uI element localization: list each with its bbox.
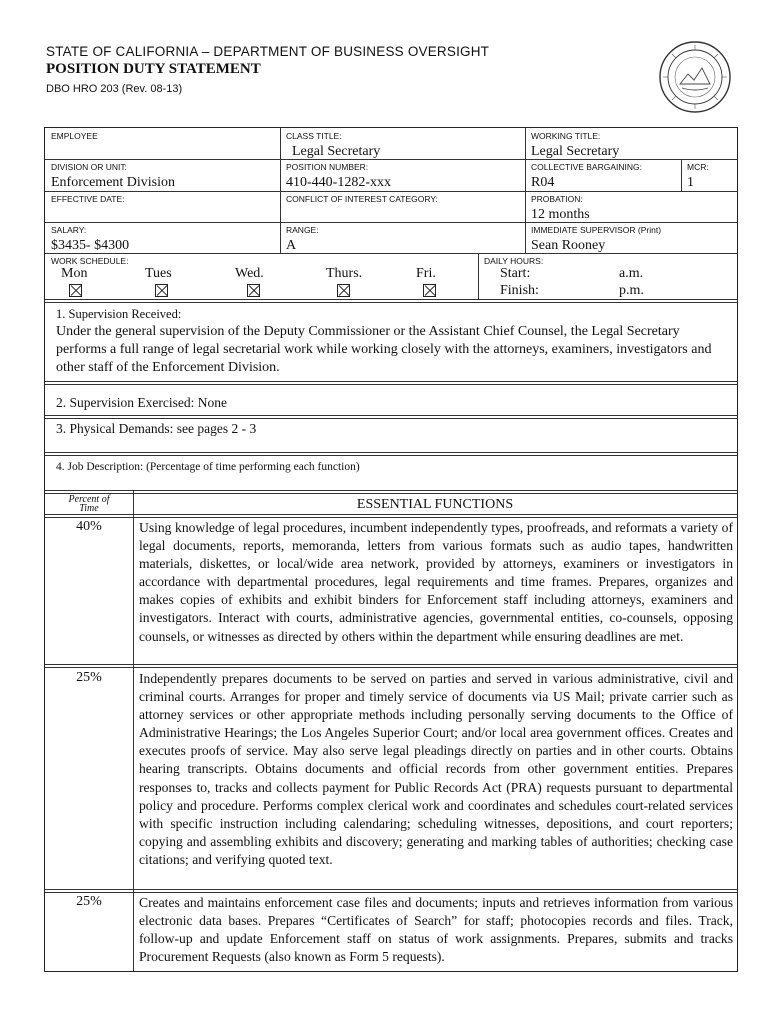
function-3-description: Creates and maintains enforcement case files and documents; inputs and retrieves information from various electronic data bases. Prepares “Certificates of Search” for staff; photocopies records and files. Track, follow-up and update Enforcement staff on status of work assignments. Prepares, submits and tracks Procurement Requests (also known as Form 5 requests). <box>139 895 733 965</box>
thurs-checkbox[interactable] <box>337 284 350 297</box>
state-seal-icon <box>658 40 732 114</box>
section-divider <box>45 415 737 419</box>
row-divider <box>45 889 737 893</box>
physical-demands: 3. Physical Demands: see pages 2 - 3 <box>56 421 257 436</box>
supervision-received-section <box>56 305 736 377</box>
section-divider <box>45 514 737 518</box>
essential-functions-header: ESSENTIAL FUNCTIONS <box>356 497 514 512</box>
form-number: DBO HRO 203 (Rev. 08-13) <box>46 83 183 95</box>
class-title-value: Legal Secretary <box>292 144 381 159</box>
fri-checkbox[interactable] <box>423 284 436 297</box>
supervisor-label: IMMEDIATE SUPERVISOR (Print) <box>531 225 662 235</box>
finish-label: Finish: <box>500 283 539 298</box>
section-divider <box>45 490 737 494</box>
conflict-label: CONFLICT OF INTEREST CATEGORY: <box>286 194 438 204</box>
division-value: Enforcement Division <box>51 175 176 190</box>
collective-bargaining-cell[interactable] <box>525 159 681 191</box>
class-title-label: CLASS TITLE: <box>286 131 342 141</box>
range-label: RANGE: <box>286 225 319 235</box>
mcr-value: 1 <box>687 175 694 190</box>
collective-bargaining-label: COLLECTIVE BARGAINING: <box>531 162 642 172</box>
column-divider <box>133 490 134 971</box>
effective-date-label: EFFECTIVE DATE: <box>51 194 125 204</box>
daily-hours-cell <box>478 253 737 300</box>
working-title-value: Legal Secretary <box>531 144 620 159</box>
supervisor-cell[interactable] <box>525 222 737 253</box>
position-number-label: POSITION NUMBER: <box>286 162 369 172</box>
tues-checkbox[interactable] <box>155 284 168 297</box>
duty-statement-form <box>44 127 738 972</box>
section-divider <box>45 299 737 303</box>
am-label: a.m. <box>619 266 644 281</box>
percent-of-time-header: Percent of Time <box>68 494 110 514</box>
employee-cell[interactable] <box>45 128 280 159</box>
supervisor-value: Sean Rooney <box>531 238 606 253</box>
position-number-cell[interactable] <box>280 159 525 191</box>
function-1-percent: 40% <box>76 519 102 534</box>
salary-label: SALARY: <box>51 225 87 235</box>
salary-cell[interactable] <box>45 222 280 253</box>
wed-checkbox[interactable] <box>247 284 260 297</box>
mon-checkbox[interactable] <box>69 284 82 297</box>
range-value: A <box>286 238 297 253</box>
working-title-label: WORKING TITLE: <box>531 131 601 141</box>
function-2-description: Independently prepares documents to be served on parties and served in various administrative, civil and criminal courts. Arranges for proper and timely service of documents via US Mail; private carrier such as attorney services or other appropriate methods including personally serving documents to the Office of Administrative Hearings; the Los Angeles Superior Court; and/or local area government offices. Creates and executes proofs of service. May also serve legal pleadings directly on parties and in other courts. Obtains hearing transcripts. Obtains documents and official records from other government entities. Prepares responses to, tracks and collects payment for Public Records Act (PRA) requests pursuant to departmental policy and procedure. Performs complex clerical work and coordinates and schedules court-related services with specific instruction including calendaring; scheduling witnesses, depositions, and court reporters; copying and assembling exhibits and discovery; generating and marking tables of authorities; checking case citations; and verifying quoted text. <box>139 671 733 867</box>
section-divider <box>45 381 737 385</box>
class-title-cell[interactable] <box>280 128 525 159</box>
day-fri-label: Fri. <box>416 266 436 281</box>
start-label: Start: <box>500 266 531 281</box>
division-label: DIVISION OR UNIT: <box>51 162 128 172</box>
range-cell[interactable] <box>280 222 525 253</box>
pm-label: p.m. <box>619 283 644 298</box>
division-cell[interactable] <box>45 159 280 191</box>
day-thurs-label: Thurs. <box>326 266 363 281</box>
employee-label: EMPLOYEE <box>51 131 98 141</box>
supervision-received-body: Under the general supervision of the Deputy Commissioner or the Assistant Chief Counsel, the Legal Secretary performs a full range of legal secretarial work while working closely with the attorneys, examiners, investigators and other staff of the Enforcement Division. <box>56 324 712 375</box>
mcr-label: MCR: <box>687 162 709 172</box>
salary-value: $3435- $4300 <box>51 238 130 253</box>
daily-hours-label: DAILY HOURS: <box>484 256 544 266</box>
grid-line <box>45 253 737 254</box>
mcr-cell[interactable] <box>681 159 737 191</box>
grid-line <box>280 128 281 253</box>
function-2-percent: 25% <box>76 670 102 685</box>
collective-bargaining-value: R04 <box>531 175 555 190</box>
day-mon-label: Mon <box>61 266 88 281</box>
grid-line <box>681 159 682 191</box>
document-header <box>46 44 489 95</box>
probation-label: PROBATION: <box>531 194 583 204</box>
grid-line <box>525 128 526 253</box>
effective-date-cell[interactable] <box>45 191 280 222</box>
agency-name: STATE OF CALIFORNIA – DEPARTMENT OF BUSINESS OVERSIGHT <box>46 44 490 59</box>
section-divider <box>45 452 737 456</box>
conflict-cell[interactable] <box>280 191 525 222</box>
function-3-percent: 25% <box>76 894 102 909</box>
position-number-value: 410-440-1282-xxx <box>286 175 391 190</box>
day-wed-label: Wed. <box>235 266 264 281</box>
grid-line <box>478 253 479 300</box>
working-title-cell[interactable] <box>525 128 737 159</box>
work-schedule-label: WORK SCHEDULE: <box>51 256 129 266</box>
function-1-description: Using knowledge of legal procedures, incumbent independently types, proofreads, and reformats a variety of legal documents, reports, memoranda, letters from various formats such as audio tapes, handwritten materials, diskettes, or local/wide area network, provided by attorneys, examiners or investigators in accordance with departmental procedures, legal requirements and time frames. Prepares, organizes and makes copies of exhibits and exhibit binders for Enforcement staff including attorneys, examiners and investigators. Interact with courts, administrative agencies, governmental entities, co-counsels, opposing counsels, or witnesses as directed by others within the department while ensuring deadlines are met. <box>139 520 733 644</box>
supervision-exercised: 2. Supervision Exercised: None <box>56 395 227 410</box>
grid-line <box>45 159 737 160</box>
row-divider <box>45 664 737 668</box>
work-schedule-cell <box>45 253 478 300</box>
probation-cell[interactable] <box>525 191 737 222</box>
grid-line <box>45 191 737 192</box>
day-tues-label: Tues <box>145 266 172 281</box>
supervision-received-title: 1. Supervision Received: <box>56 307 182 321</box>
job-description-heading: 4. Job Description: (Percentage of time performing each function) <box>56 461 360 473</box>
probation-value: 12 months <box>531 207 590 222</box>
grid-line <box>45 222 737 223</box>
document-title: POSITION DUTY STATEMENT <box>46 61 261 77</box>
